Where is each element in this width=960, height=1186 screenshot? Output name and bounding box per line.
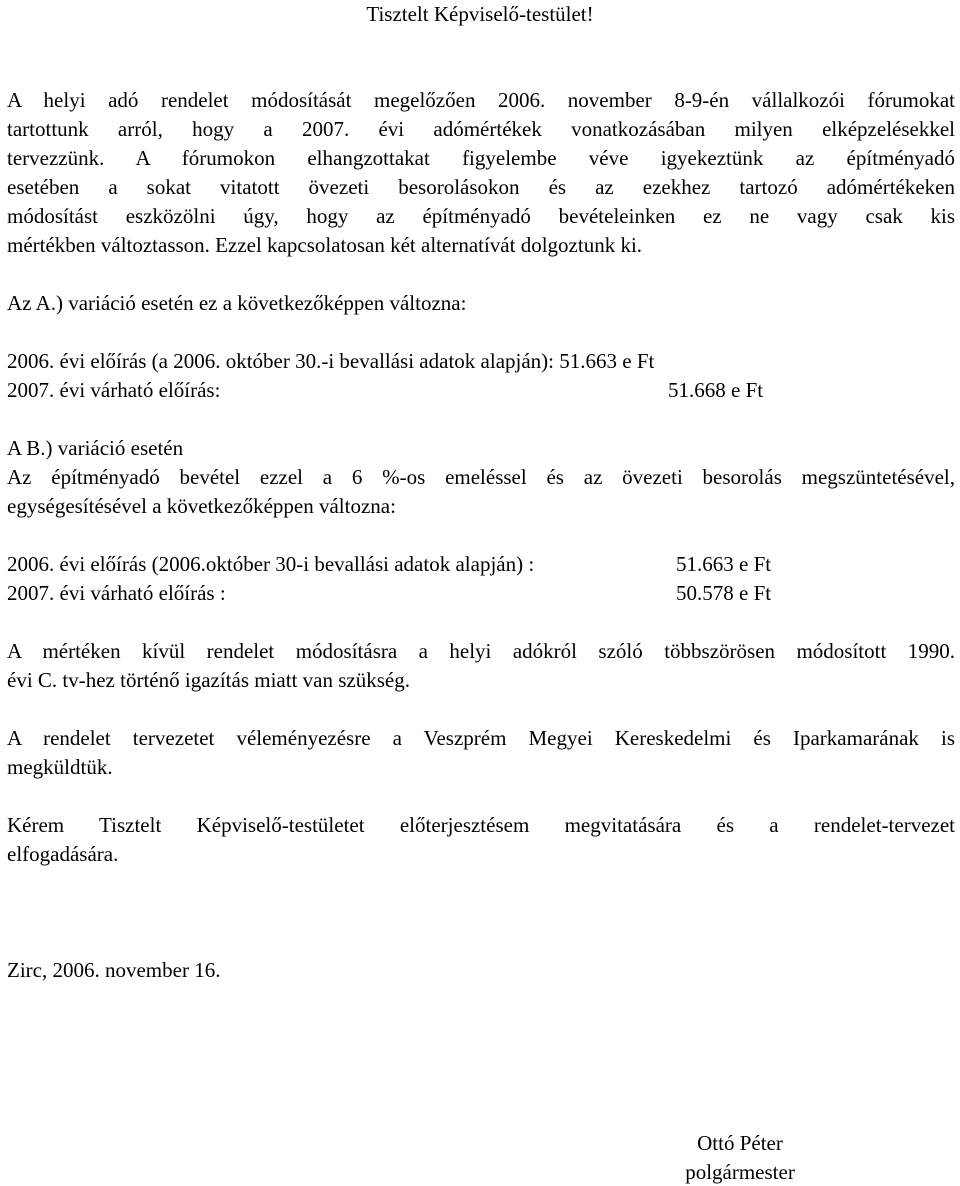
variant-a-row-2006: 2006. évi előírás (a 2006. október 30.-i bevallási adatok alapján): 51.663 e Ft <box>7 349 655 373</box>
variant-a-row-2007-value: 51.668 e Ft <box>668 378 764 402</box>
variant-b-row-2006-label: 2006. évi előírás (2006.október 30-i bevallási adatok alapján) : <box>7 552 535 576</box>
variant-b-row-2006-value: 51.663 e Ft <box>676 552 772 576</box>
paragraph-request-line-2: elfogadására. <box>7 842 119 866</box>
signature-name: Ottó Péter <box>697 1131 783 1155</box>
document-title: Tisztelt Képviselő-testület! <box>366 2 594 26</box>
paragraph-intro-line-1: A helyi adó rendelet módosítását megelőzően 2006. november 8-9-én vállalkozói fórumokat <box>7 88 955 112</box>
paragraph-intro-line-2: tartottunk arról, hogy a 2007. évi adómértékek vonatkozásában milyen elképzelésekkel <box>7 117 955 141</box>
variant-a-heading: Az A.) variáció esetén ez a következőképpen változna: <box>7 291 467 315</box>
paragraph-law-line-1: A mértéken kívül rendelet módosításra a helyi adókról szóló többszörösen módosított 1990. <box>7 639 955 663</box>
paragraph-request-line-1: Kérem Tisztelt Képviselő-testületet előterjesztésem megvitatására és a rendelet-tervezet <box>7 813 955 837</box>
paragraph-chamber-line-1: A rendelet tervezetet véleményezésre a Veszprém Megyei Kereskedelmi és Iparkamarának is <box>7 726 955 750</box>
signature-role: polgármester <box>685 1160 795 1184</box>
paragraph-chamber-line-2: megküldtük. <box>7 755 113 779</box>
paragraph-intro-line-5: módosítást eszközölni úgy, hogy az építményadó bevételeinken ez ne vagy csak kis <box>7 204 955 228</box>
variant-b-desc-line-2: egységesítésével a következőképpen változna: <box>7 494 396 518</box>
paragraph-intro-line-3: tervezzünk. A fórumokon elhangzottakat figyelembe véve igyekeztünk az építményadó <box>7 146 955 170</box>
variant-b-desc-line-1: Az építményadó bevétel ezzel a 6 %-os emeléssel és az övezeti besorolás megszüntetésével, <box>7 465 955 489</box>
variant-b-row-2007-value: 50.578 e Ft <box>676 581 772 605</box>
paragraph-intro-line-4: esetében a sokat vitatott övezeti besorolásokon és az ezekhez tartozó adómértékeken <box>7 175 955 199</box>
place-date: Zirc, 2006. november 16. <box>7 958 221 982</box>
variant-b-row-2007-label: 2007. évi várható előírás : <box>7 581 226 605</box>
paragraph-law-line-2: évi C. tv-hez történő igazítás miatt van szükség. <box>7 668 410 692</box>
variant-a-row-2007-label: 2007. évi várható előírás: <box>7 378 221 402</box>
variant-b-heading: A B.) variáció esetén <box>7 436 184 460</box>
paragraph-intro-line-6: mértékben változtasson. Ezzel kapcsolatosan két alternatívát dolgoztunk ki. <box>7 233 643 257</box>
